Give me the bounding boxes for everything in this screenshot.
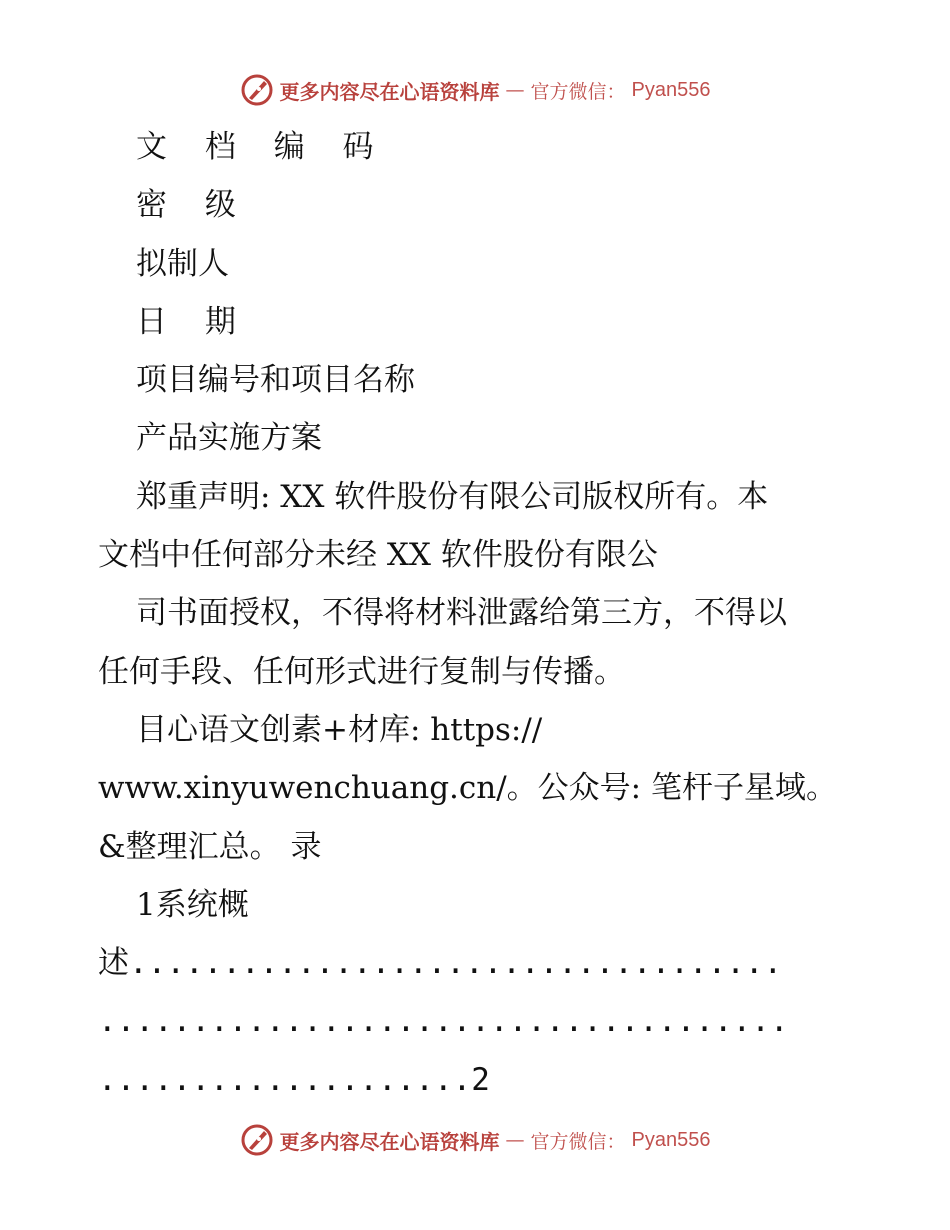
- statement-line-1: 郑重声明: XX 软件股份有限公司版权所有。本: [136, 478, 769, 515]
- banner-main-text: 更多内容尽在心语资料库: [279, 79, 500, 104]
- pen-nib-logo-icon: [240, 73, 274, 107]
- statement-line-2: 文档中任何部分未经 XX 软件股份有限公: [98, 537, 658, 574]
- banner-wechat-id: Pyan556: [631, 78, 711, 101]
- pen-nib-logo-icon: [240, 1123, 274, 1157]
- header-watermark-banner: [0, 70, 950, 110]
- banner-official-label: 官方微信：: [530, 80, 626, 103]
- project-number-name-label: 项目编号和项目名称: [136, 362, 415, 399]
- date-label: 日 期: [136, 303, 250, 340]
- toc-leader-line-1: 述...................................: [98, 945, 783, 982]
- source-line-1: 目心语文创素+材库: https://: [136, 711, 543, 748]
- toc-leader-line-2: .....................................: [98, 1003, 789, 1040]
- banner-official-label: 官方微信：: [530, 1130, 626, 1153]
- banner-dash: —: [505, 1129, 525, 1151]
- toc-heading-line: &整理汇总。 录: [98, 828, 322, 865]
- banner-wechat-id: Pyan556: [631, 1128, 711, 1151]
- statement-line-3: 司书面授权，不得将材料泄露给第三方，不得以: [136, 595, 787, 632]
- author-label: 拟制人: [136, 245, 229, 282]
- toc-leader-line-3: ....................2: [98, 1061, 490, 1098]
- statement-line-4: 任何手段、任何形式进行复制与传播。: [98, 653, 625, 690]
- banner-dash: —: [505, 79, 525, 101]
- banner-main-text: 更多内容尽在心语资料库: [279, 1129, 500, 1154]
- security-level-label: 密 级: [136, 187, 250, 224]
- document-title: 产品实施方案: [136, 420, 322, 457]
- footer-watermark-banner: [0, 1120, 950, 1160]
- toc-entry-title: 1系统概: [136, 886, 249, 923]
- source-line-2: www.xinyuwenchuang.cn/。公众号: 笔杆子星域。: [98, 770, 837, 807]
- doc-code-label: 文 档 编 码: [136, 129, 388, 165]
- document-body: [98, 118, 858, 1109]
